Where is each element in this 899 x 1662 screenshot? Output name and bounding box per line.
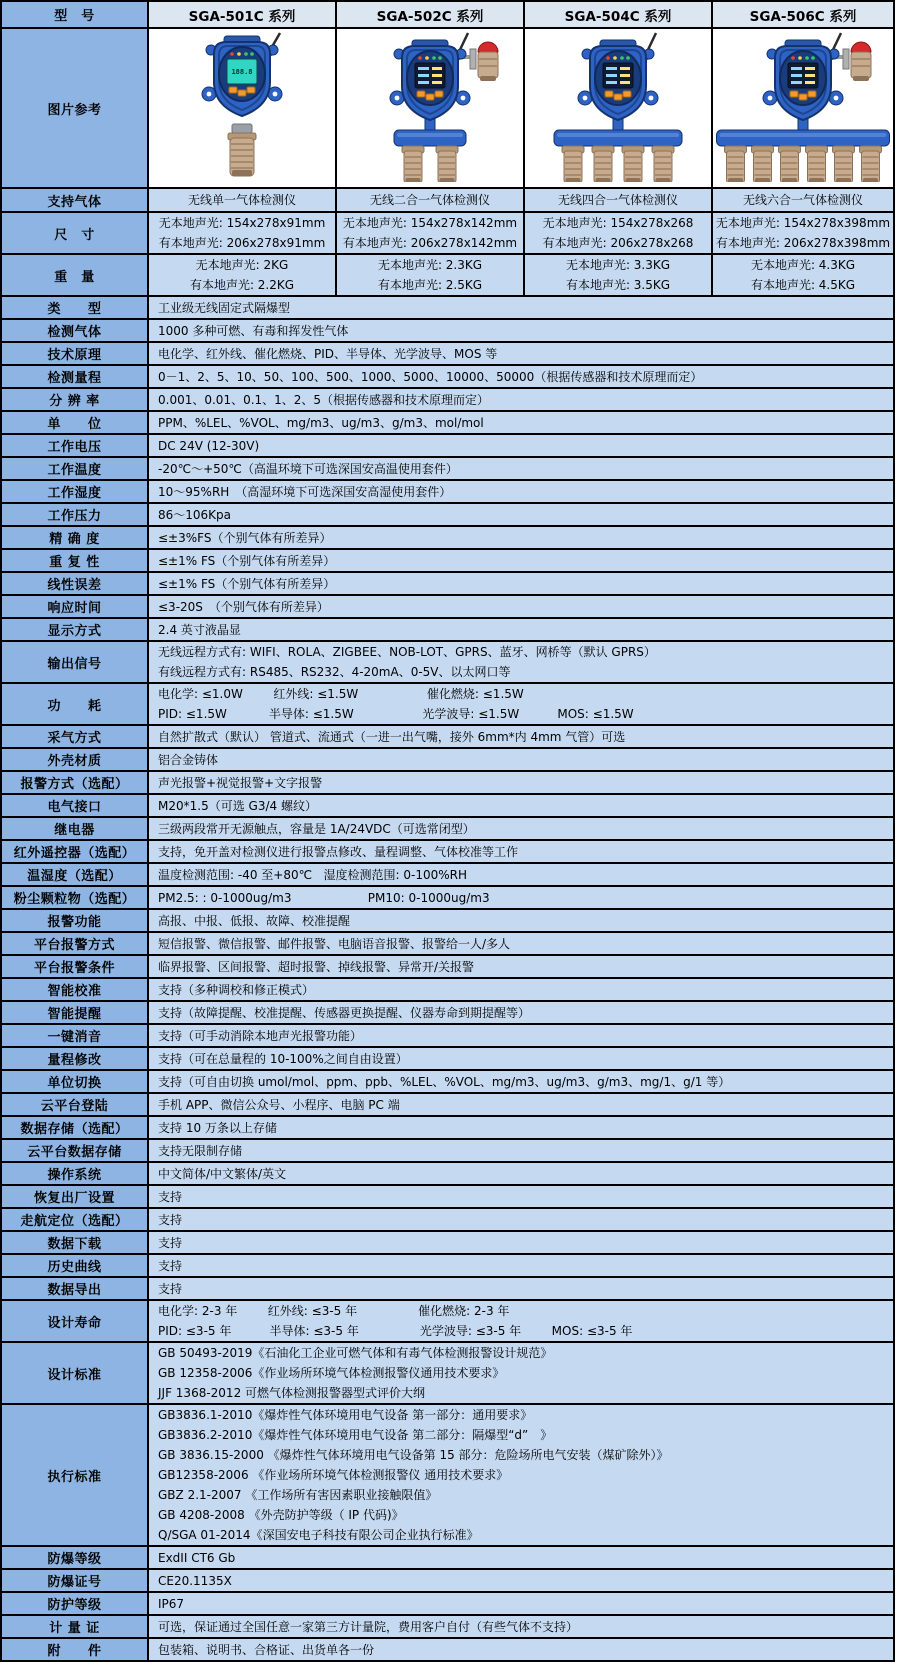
spec-row	[1, 1185, 894, 1208]
spec-value-line: 支持（可自由切换 umol/mol、ppm、ppb、%LEL、%VOL、mg/m3、ug/m3、g/m3、mg/1、g/1 等）	[158, 1074, 731, 1089]
gas-value-text: 无线六合一气体检测仪	[742, 193, 863, 207]
spec-value	[148, 342, 894, 365]
spec-label: 工作湿度	[1, 480, 148, 503]
spec-value	[148, 319, 894, 342]
product-image-sga-504c	[524, 28, 712, 188]
spec-label: 数据导出	[1, 1277, 148, 1300]
spec-label: 历史曲线	[1, 1254, 148, 1277]
weight-line: 有本地声光: 2.2KG	[189, 278, 295, 292]
spec-label: 单位切换	[1, 1070, 148, 1093]
spec-value	[148, 978, 894, 1001]
spec-value-line: PPM、%LEL、%VOL、mg/m3、ug/m3、g/m3、mol/mol	[158, 415, 484, 430]
size-line: 有本地声光: 206x278x142mm	[342, 236, 518, 250]
spec-row	[1, 526, 894, 549]
image-row	[1, 28, 894, 188]
spec-value-line: ExdII CT6 Gb	[158, 1550, 236, 1565]
spec-value-line: IP67	[158, 1596, 185, 1611]
spec-value-line: 工业级无线固定式隔爆型	[158, 300, 291, 315]
gas-detector-icon	[340, 30, 520, 182]
spec-row	[1, 1300, 894, 1342]
spec-label: 输出信号	[1, 641, 148, 683]
spec-value	[148, 1208, 894, 1231]
spec-row	[1, 457, 894, 480]
spec-label: 单 位	[1, 411, 148, 434]
spec-row	[1, 1231, 894, 1254]
spec-row	[1, 434, 894, 457]
weight-line: 无本地声光: 2KG	[195, 258, 289, 272]
spec-label: 工作压力	[1, 503, 148, 526]
spec-row	[1, 1093, 894, 1116]
spec-value-line: 电化学、红外线、催化燃烧、PID、半导体、光学波导、MOS 等	[158, 346, 498, 361]
spec-label: 数据存储（选配）	[1, 1116, 148, 1139]
spec-row	[1, 319, 894, 342]
spec-label: 温湿度（选配）	[1, 863, 148, 886]
weight-line: 有本地声光: 3.5KG	[565, 278, 671, 292]
size-line: 有本地声光: 206x278x91mm	[158, 236, 326, 250]
spec-row	[1, 863, 894, 886]
spec-value	[148, 641, 894, 683]
spec-value	[148, 388, 894, 411]
spec-value	[148, 1254, 894, 1277]
spec-row	[1, 932, 894, 955]
spec-value-line: 支持	[158, 1212, 183, 1227]
spec-value	[148, 365, 894, 388]
spec-value-line: GB 12358-2006《作业场所环境气体检测报警仪通用技术要求》	[158, 1366, 505, 1380]
spec-value-line: 温度检测范围: -40 至+80℃ 湿度检测范围: 0-100%RH	[158, 867, 468, 882]
spec-label: 分 辨 率	[1, 388, 148, 411]
spec-value	[148, 1047, 894, 1070]
size-value	[148, 212, 336, 254]
spec-value	[148, 1231, 894, 1254]
spec-value-line: PID: ≤3-5 年 半导体: ≤3-5 年 光学波导: ≤3-5 年 MOS: ≤3-5 年	[158, 1324, 633, 1338]
spec-value-line: GB3836.1-2010《爆炸性气体环境用电气设备 第一部分：通用要求》	[158, 1408, 533, 1422]
spec-row	[1, 794, 894, 817]
spec-value-line: DC 24V (12-30V)	[158, 438, 260, 453]
spec-value	[148, 1093, 894, 1116]
spec-value	[148, 1185, 894, 1208]
spec-value	[148, 595, 894, 618]
spec-row	[1, 1254, 894, 1277]
spec-value-line: 电化学: 2-3 年 红外线: ≤3-5 年 催化燃烧: 2-3 年	[158, 1304, 510, 1318]
spec-value	[148, 457, 894, 480]
size-value	[336, 212, 524, 254]
spec-label: 计 量 证	[1, 1615, 148, 1638]
weight-line: 无本地声光: 3.3KG	[565, 258, 671, 272]
spec-value	[148, 503, 894, 526]
spec-row	[1, 549, 894, 572]
spec-value	[148, 840, 894, 863]
weight-row	[1, 254, 894, 296]
size-line: 无本地声光: 154x278x398mm	[715, 216, 891, 230]
model-header-row	[1, 1, 894, 28]
spec-row	[1, 978, 894, 1001]
spec-label: 功 耗	[1, 683, 148, 725]
svg-text:188.8: 188.8	[231, 68, 253, 76]
spec-row	[1, 618, 894, 641]
spec-value	[148, 1300, 894, 1342]
spec-value-line: GB 4208-2008 《外壳防护等级（ IP 代码)》	[158, 1508, 404, 1522]
spec-label: 附 件	[1, 1638, 148, 1661]
row-label-weight: 重 量	[1, 254, 148, 296]
spec-row	[1, 1162, 894, 1185]
spec-value-line: 支持	[158, 1235, 183, 1250]
spec-label: 防护等级	[1, 1592, 148, 1615]
spec-value-line: 三级两段常开无源触点，容量是 1A/24VDC（可选常闭型）	[158, 821, 475, 836]
weight-value	[148, 254, 336, 296]
spec-value	[148, 909, 894, 932]
spec-row	[1, 909, 894, 932]
gas-value	[336, 188, 524, 212]
spec-label: 检测气体	[1, 319, 148, 342]
spec-value	[148, 480, 894, 503]
spec-value	[148, 1139, 894, 1162]
spec-value-line: -20℃～+50℃（高温环境下可选深国安高温使用套件）	[158, 461, 458, 476]
spec-value	[148, 1024, 894, 1047]
spec-value-line: Q/SGA 01-2014《深国安电子科技有限公司企业执行标准》	[158, 1528, 479, 1542]
spec-label: 线性误差	[1, 572, 148, 595]
spec-value	[148, 1569, 894, 1592]
spec-row	[1, 683, 894, 725]
spec-label: 云平台数据存储	[1, 1139, 148, 1162]
spec-value	[148, 725, 894, 748]
spec-label: 智能校准	[1, 978, 148, 1001]
spec-value-line: 高报、中报、低报、故障、校准提醒	[158, 913, 351, 928]
spec-value	[148, 1001, 894, 1024]
model-sga-502c: SGA-502C 系列	[336, 1, 524, 28]
spec-row	[1, 748, 894, 771]
row-label-model: 型 号	[1, 1, 148, 28]
spec-value-line: JJF 1368-2012 可燃气体检测报警器型式评价大纲	[158, 1386, 426, 1400]
spec-label: 防爆等级	[1, 1546, 148, 1569]
spec-row	[1, 1024, 894, 1047]
spec-value-line: 手机 APP、微信公众号、小程序、电脑 PC 端	[158, 1097, 400, 1112]
gas-value	[712, 188, 894, 212]
spec-label: 红外遥控器（选配）	[1, 840, 148, 863]
spec-value-line: 包装箱、说明书、合格证、出货单各一份	[158, 1642, 375, 1657]
spec-row	[1, 1139, 894, 1162]
spec-label: 平台报警条件	[1, 955, 148, 978]
spec-row	[1, 1404, 894, 1546]
gas-detector-icon	[528, 30, 708, 182]
spec-row	[1, 1277, 894, 1300]
spec-label: 防爆证号	[1, 1569, 148, 1592]
spec-value	[148, 1277, 894, 1300]
spec-value	[148, 1404, 894, 1546]
spec-value-line: PM2.5: : 0-1000ug/m3 PM10: 0-1000ug/m3	[158, 890, 490, 905]
gas-value-text: 无线单一气体检测仪	[187, 193, 296, 207]
spec-row	[1, 1569, 894, 1592]
spec-value-line: 支持（可手动消除本地声光报警功能）	[158, 1028, 363, 1043]
spec-row	[1, 1208, 894, 1231]
spec-value	[148, 1615, 894, 1638]
spec-label: 响应时间	[1, 595, 148, 618]
gas-value	[524, 188, 712, 212]
spec-value-line: ≤±1% FS（个别气体有所差异）	[158, 576, 336, 591]
spec-value-line: 有线远程方式有: RS485、RS232、4-20mA、0-5V、以太网口等	[158, 665, 511, 679]
spec-label: 显示方式	[1, 618, 148, 641]
spec-value-line: 10～95%RH （高湿环境下可选深国安高湿使用套件）	[158, 484, 452, 499]
spec-value-line: GB 3836.15-2000 《爆炸性气体环境用电气设备第 15 部分：危险场所电气安装（煤矿除外）》	[158, 1448, 669, 1462]
spec-value-line: 0.001、0.01、0.1、1、2、5（根据传感器和技术原理而定）	[158, 392, 490, 407]
spec-value-line: 短信报警、微信报警、邮件报警、电脑语音报警、报警给一人/多人	[158, 936, 511, 951]
spec-value	[148, 549, 894, 572]
weight-line: 无本地声光: 2.3KG	[377, 258, 483, 272]
gas-value-text: 无线四合一气体检测仪	[557, 193, 678, 207]
spec-label: 报警方式（选配）	[1, 771, 148, 794]
spec-value-line: M20*1.5（可选 G3/4 螺纹）	[158, 798, 317, 813]
spec-value-line: GBZ 2.1-2007 《工作场所有害因素职业接触限值》	[158, 1488, 438, 1502]
spec-value-line: 支持 10 万条以上存储	[158, 1120, 277, 1135]
spec-value-line: GB 50493-2019《石油化工企业可燃气体和有毒气体检测报警设计规范》	[158, 1346, 553, 1360]
spec-value-line: 支持	[158, 1281, 183, 1296]
spec-value-line: 支持（故障提醒、校准提醒、传感器更换提醒、仪器寿命到期提醒等）	[158, 1005, 531, 1020]
spec-label: 智能提醒	[1, 1001, 148, 1024]
spec-value	[148, 526, 894, 549]
gas-row	[1, 188, 894, 212]
spec-label: 设计寿命	[1, 1300, 148, 1342]
spec-label: 操作系统	[1, 1162, 148, 1185]
product-image-sga-502c	[336, 28, 524, 188]
spec-row	[1, 388, 894, 411]
spec-value	[148, 794, 894, 817]
spec-label: 工作温度	[1, 457, 148, 480]
model-sga-501c: SGA-501C 系列	[148, 1, 336, 28]
spec-value	[148, 1342, 894, 1404]
spec-row	[1, 1116, 894, 1139]
spec-row	[1, 641, 894, 683]
spec-label: 报警功能	[1, 909, 148, 932]
spec-row	[1, 480, 894, 503]
weight-value	[712, 254, 894, 296]
spec-row	[1, 296, 894, 319]
spec-label: 走航定位（选配）	[1, 1208, 148, 1231]
size-line: 无本地声光: 154x278x268	[542, 216, 694, 230]
spec-value	[148, 1116, 894, 1139]
spec-value-line: 2.4 英寸液晶显	[158, 622, 241, 637]
size-line: 有本地声光: 206x278x398mm	[715, 236, 891, 250]
spec-value-line: GB3836.2-2010《爆炸性气体环境用电气设备 第二部分：隔爆型“d” 》	[158, 1428, 553, 1442]
weight-value	[524, 254, 712, 296]
spec-value	[148, 296, 894, 319]
spec-value	[148, 618, 894, 641]
size-row	[1, 212, 894, 254]
spec-label: 一键消音	[1, 1024, 148, 1047]
model-sga-506c: SGA-506C 系列	[712, 1, 894, 28]
spec-row	[1, 1001, 894, 1024]
spec-value-line: ≤3-20S （个别气体有所差异）	[158, 599, 329, 614]
spec-value-line: 无线远程方式有: WIFI、ROLA、ZIGBEE、NOB-LOT、GPRS、蓝牙、网桥等（默认 GPRS）	[158, 645, 656, 659]
spec-label: 外壳材质	[1, 748, 148, 771]
spec-label: 采气方式	[1, 725, 148, 748]
spec-value-line: PID: ≤1.5W 半导体: ≤1.5W 光学波导: ≤1.5W MOS: ≤1.5W	[158, 707, 634, 721]
spec-label: 工作电压	[1, 434, 148, 457]
spec-value-line: 86～106Kpa	[158, 507, 232, 522]
spec-row	[1, 411, 894, 434]
spec-row	[1, 771, 894, 794]
spec-label: 执行标准	[1, 1404, 148, 1546]
spec-label: 技术原理	[1, 342, 148, 365]
spec-value	[148, 771, 894, 794]
spec-value	[148, 863, 894, 886]
spec-value	[148, 1070, 894, 1093]
spec-value-line: 1000 多种可燃、有毒和挥发性气体	[158, 323, 349, 338]
spec-row	[1, 886, 894, 909]
spec-value-line: ≤±1% FS（个别气体有所差异）	[158, 553, 336, 568]
spec-value	[148, 955, 894, 978]
spec-row	[1, 1047, 894, 1070]
row-label-image: 图片参考	[1, 28, 148, 188]
spec-value-line: 支持（可在总量程的 10-100%之间自由设置）	[158, 1051, 408, 1066]
weight-line: 有本地声光: 4.5KG	[750, 278, 856, 292]
weight-line: 有本地声光: 2.5KG	[377, 278, 483, 292]
spec-value-line: 临界报警、区间报警、超时报警、掉线报警、异常开/关报警	[158, 959, 475, 974]
spec-row	[1, 1070, 894, 1093]
spec-row	[1, 1615, 894, 1638]
spec-label: 数据下载	[1, 1231, 148, 1254]
size-value	[524, 212, 712, 254]
gas-value-text: 无线二合一气体检测仪	[369, 193, 490, 207]
product-image-sga-506c	[712, 28, 894, 188]
spec-value	[148, 683, 894, 725]
spec-row	[1, 1546, 894, 1569]
gas-detector-icon	[713, 30, 893, 182]
spec-row	[1, 817, 894, 840]
spec-row	[1, 365, 894, 388]
spec-label: 类 型	[1, 296, 148, 319]
spec-label: 平台报警方式	[1, 932, 148, 955]
spec-value	[148, 1638, 894, 1661]
spec-label: 粉尘颗粒物（选配）	[1, 886, 148, 909]
weight-line: 无本地声光: 4.3KG	[750, 258, 856, 272]
spec-value-line: 电化学: ≤1.0W 红外线: ≤1.5W 催化燃烧: ≤1.5W	[158, 687, 524, 701]
spec-value-line: 声光报警+视觉报警+文字报警	[158, 775, 323, 790]
spec-value-line: 支持（多种调校和修正模式）	[158, 982, 315, 997]
spec-value-line: 0－1、2、5、10、50、100、500、1000、5000、10000、50000（根据传感器和技术原理而定）	[158, 369, 703, 384]
size-line: 无本地声光: 154x278x142mm	[342, 216, 518, 230]
spec-row	[1, 725, 894, 748]
spec-value-line: 支持无限制存储	[158, 1143, 243, 1158]
spec-label: 检测量程	[1, 365, 148, 388]
spec-label: 继电器	[1, 817, 148, 840]
spec-value	[148, 886, 894, 909]
spec-value-line: CE20.1135X	[158, 1573, 232, 1588]
spec-value	[148, 1546, 894, 1569]
spec-row	[1, 572, 894, 595]
spec-value-line: GB12358-2006 《作业场所环境气体检测报警仪 通用技术要求》	[158, 1468, 509, 1482]
model-sga-504c: SGA-504C 系列	[524, 1, 712, 28]
spec-value	[148, 817, 894, 840]
gas-value	[148, 188, 336, 212]
spec-value-line: 支持	[158, 1189, 183, 1204]
gas-detector-icon	[152, 30, 332, 182]
spec-label: 电气接口	[1, 794, 148, 817]
spec-value-line: 铝合金铸体	[158, 752, 219, 767]
weight-value	[336, 254, 524, 296]
spec-row	[1, 1342, 894, 1404]
spec-value	[148, 932, 894, 955]
spec-value-line: ≤±3%FS（个别气体有所差异）	[158, 530, 332, 545]
row-label-gas: 支持气体	[1, 188, 148, 212]
spec-label: 量程修改	[1, 1047, 148, 1070]
spec-row	[1, 595, 894, 618]
spec-value	[148, 1162, 894, 1185]
size-line: 无本地声光: 154x278x91mm	[158, 216, 326, 230]
spec-row	[1, 955, 894, 978]
spec-value-line: 可选，保证通过全国任意一家第三方计量院，费用客户自付（有些气体不支持）	[158, 1619, 579, 1634]
spec-label: 重 复 性	[1, 549, 148, 572]
product-image-sga-501c	[148, 28, 336, 188]
size-value	[712, 212, 894, 254]
spec-label: 恢复出厂设置	[1, 1185, 148, 1208]
spec-value-line: 支持	[158, 1258, 183, 1273]
spec-row	[1, 503, 894, 526]
spec-label: 云平台登陆	[1, 1093, 148, 1116]
spec-label: 设计标准	[1, 1342, 148, 1404]
size-line: 有本地声光: 206x278x268	[542, 236, 694, 250]
spec-value	[148, 748, 894, 771]
spec-value	[148, 434, 894, 457]
spec-value-line: 支持，免开盖对检测仪进行报警点修改、量程调整、气体校准等工作	[158, 844, 519, 859]
spec-value	[148, 572, 894, 595]
spec-value-line: 中文简体/中文繁体/英文	[158, 1166, 287, 1181]
spec-row	[1, 1638, 894, 1661]
spec-label: 精 确 度	[1, 526, 148, 549]
spec-row	[1, 342, 894, 365]
spec-row	[1, 840, 894, 863]
spec-value	[148, 411, 894, 434]
spec-value-line: 自然扩散式（默认） 管道式、流通式（一进一出气嘴，接外 6mm*内 4mm 气管）可选	[158, 729, 626, 744]
row-label-size: 尺 寸	[1, 212, 148, 254]
